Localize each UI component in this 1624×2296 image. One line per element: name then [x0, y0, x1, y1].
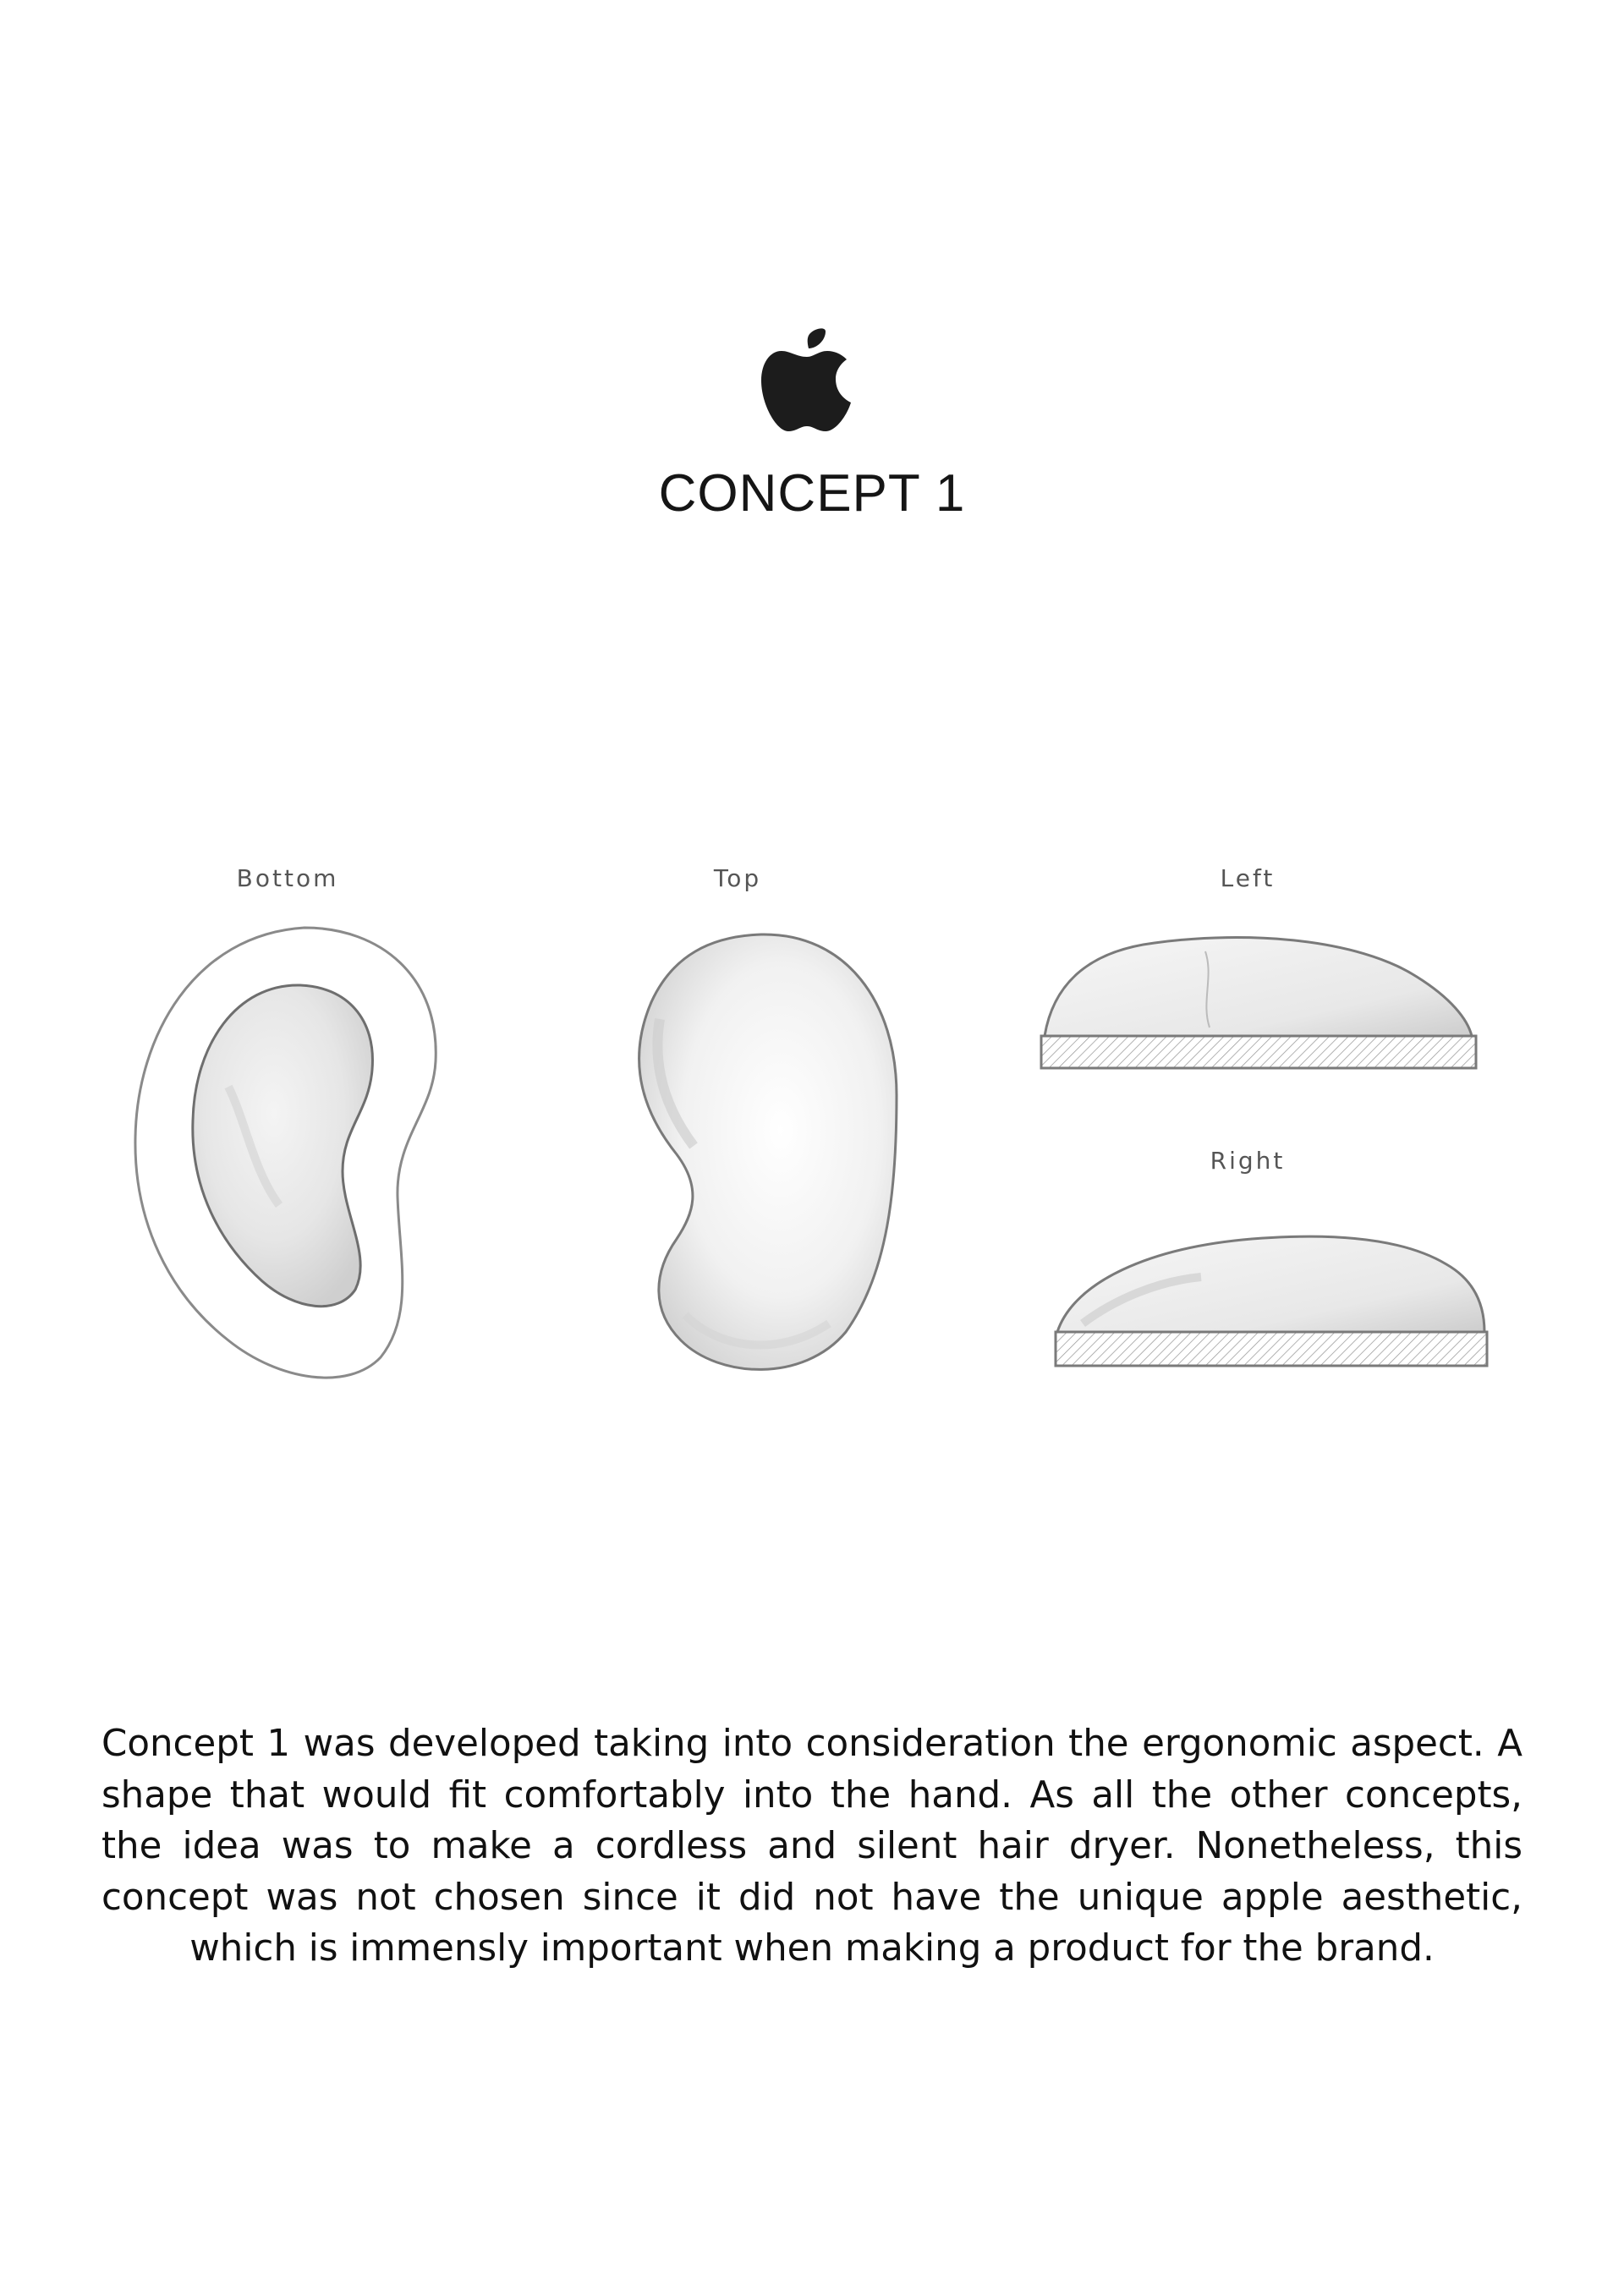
view-label-left: Left — [1220, 864, 1276, 892]
view-label-bottom: Bottom — [236, 864, 339, 892]
left-view-sketch — [1036, 918, 1484, 1087]
concept-description: Concept 1 was developed taking into consideration the ergonomic aspect. A shape that would fit comfortably into the hand. As all the other concepts, the idea was to make a cordless and silent hair dryer. Nonetheless, this concept was not chosen since it did not have the unique apple aesthetic, which is immensly important when making a product for the brand. — [102, 1723, 1522, 1970]
view-label-top: Top — [713, 864, 762, 892]
bottom-view-sketch — [127, 918, 448, 1391]
right-view-sketch — [1049, 1197, 1497, 1383]
apple-logo-icon — [760, 328, 853, 438]
page-title: CONCEPT 1 — [658, 464, 966, 523]
top-view-sketch — [592, 918, 914, 1391]
view-label-right: Right — [1210, 1147, 1286, 1175]
